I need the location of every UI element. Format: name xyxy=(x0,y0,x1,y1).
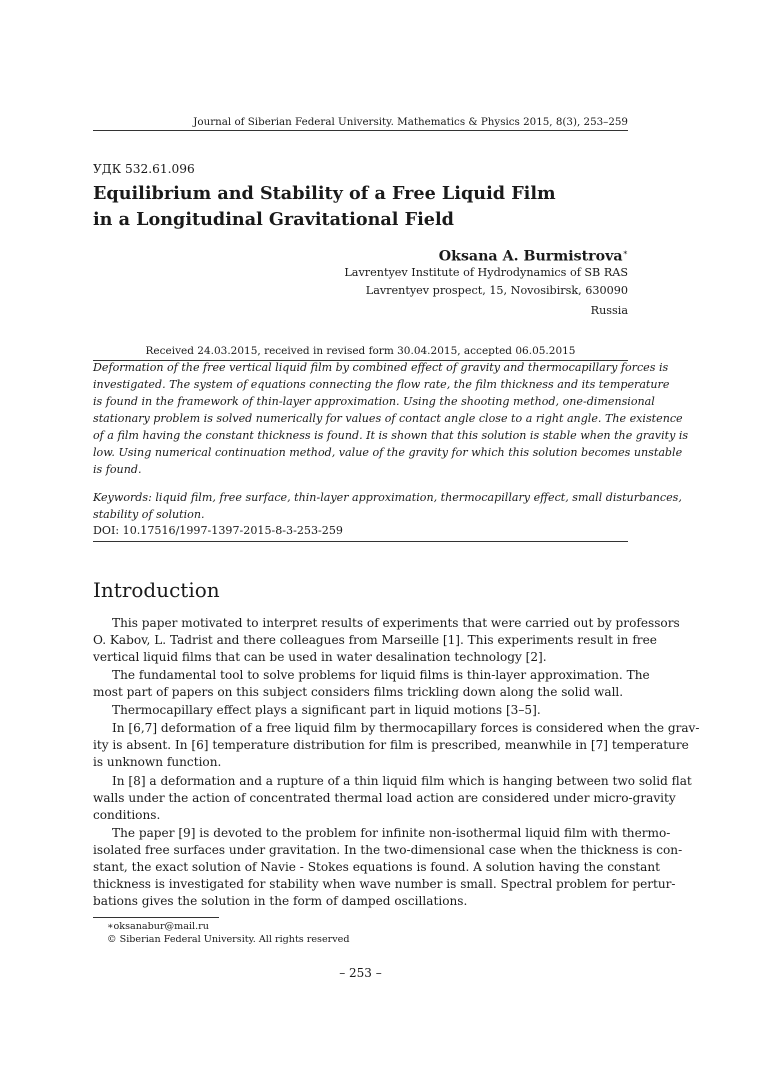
title-line-1: Equilibrium and Stability of a Free Liquid Film xyxy=(93,183,556,204)
body-line: In [6,7] deformation of a free liquid film by thermocapillary forces is considered when the grav- xyxy=(112,721,700,735)
body-line: The fundamental tool to solve problems for liquid films is thin-layer approximation. The xyxy=(112,668,650,682)
affiliation-country: Russia xyxy=(590,304,628,317)
paper-title xyxy=(93,181,653,233)
footnote-copyright: © Siberian Federal University. All rights reserved xyxy=(107,934,350,945)
affiliation-line-1: Lavrentyev Institute of Hydrodynamics of SB RAS xyxy=(344,266,628,279)
section-heading-introduction: Introduction xyxy=(93,578,220,602)
affiliation-line-2: Lavrentyev prospect, 15, Novosibirsk, 630090 xyxy=(365,284,628,297)
journal-header: Journal of Siberian Federal University. Mathematics & Physics 2015, 8(3), 253–259 xyxy=(193,116,628,128)
body-line: walls under the action of concentrated thermal load action are considered under micro-gravity xyxy=(93,791,676,805)
title-line-2: in a Longitudinal Gravitational Field xyxy=(93,209,454,230)
abstract-line: stationary problem is solved numerically for values of contact angle close to a right angle. The existence xyxy=(93,412,683,425)
body-line: stant, the exact solution of Navie - Stokes equations is found. A solution having the constant xyxy=(93,860,660,874)
abstract-rule-bottom xyxy=(93,541,628,542)
abstract-line: Deformation of the free vertical liquid film by combined effect of gravity and thermocapillary forces is xyxy=(93,361,669,374)
footnote-rule xyxy=(93,917,219,918)
abstract-line: of a film having the constant thickness is found. It is shown that this solution is stable when the gravity is xyxy=(93,429,689,442)
body-line: ity is absent. In [6] temperature distribution for film is prescribed, meanwhile in [7] temperature xyxy=(93,738,689,752)
body-line: thickness is investigated for stability when wave number is small. Spectral problem for pertur- xyxy=(93,877,676,891)
author xyxy=(439,248,628,265)
received-dates: Received 24.03.2015, received in revised form 30.04.2015, accepted 06.05.2015 xyxy=(145,345,576,357)
body-line: isolated free surfaces under gravitation. In the two-dimensional case when the thickness is con- xyxy=(93,843,683,857)
body-line: most part of papers on this subject considers films trickling down along the solid wall. xyxy=(93,685,624,699)
page-number: – 253 – xyxy=(339,966,382,980)
keywords-line: stability of solution. xyxy=(93,508,205,521)
author-name: Oksana A. Burmistrova xyxy=(438,248,623,265)
abstract-line: is found. xyxy=(93,463,142,476)
body-line: Thermocapillary effect plays a significant part in liquid motions [3–5]. xyxy=(112,703,541,717)
body-line: is unknown function. xyxy=(93,755,222,769)
abstract-line: low. Using numerical continuation method, value of the gravity for which this solution becomes unstable xyxy=(93,446,683,459)
body-line: In [8] a deformation and a rupture of a thin liquid film which is hanging between two solid flat xyxy=(112,774,692,788)
body-line: O. Kabov, L. Tadrist and there colleagues from Marseille [1]. This experiments result in free xyxy=(93,633,657,647)
body-line: conditions. xyxy=(93,808,161,822)
body-line: vertical liquid films that can be used in water desalination technology [2]. xyxy=(93,650,547,664)
header-rule xyxy=(93,130,628,131)
udc-code: УДК 532.61.096 xyxy=(93,162,195,176)
footnote-email: ∗oksanabur@mail.ru xyxy=(107,921,209,932)
keywords-line: Keywords: liquid film, free surface, thin-layer approximation, thermocapillary effect, small disturbances, xyxy=(93,491,682,504)
abstract-line: investigated. The system of equations connecting the flow rate, the film thickness and its temperature xyxy=(93,378,670,391)
body-line: bations gives the solution in the form of damped oscillations. xyxy=(93,894,468,908)
author-footnote-mark: ∗ xyxy=(622,248,628,257)
abstract-line: is found in the framework of thin-layer approximation. Using the shooting method, one-dimensional xyxy=(93,395,655,408)
body-line: The paper [9] is devoted to the problem for infinite non-isothermal liquid film with thermo- xyxy=(112,826,671,840)
body-line: This paper motivated to interpret results of experiments that were carried out by professors xyxy=(112,616,680,630)
doi: DOI: 10.17516/1997-1397-2015-8-3-253-259 xyxy=(93,524,343,537)
